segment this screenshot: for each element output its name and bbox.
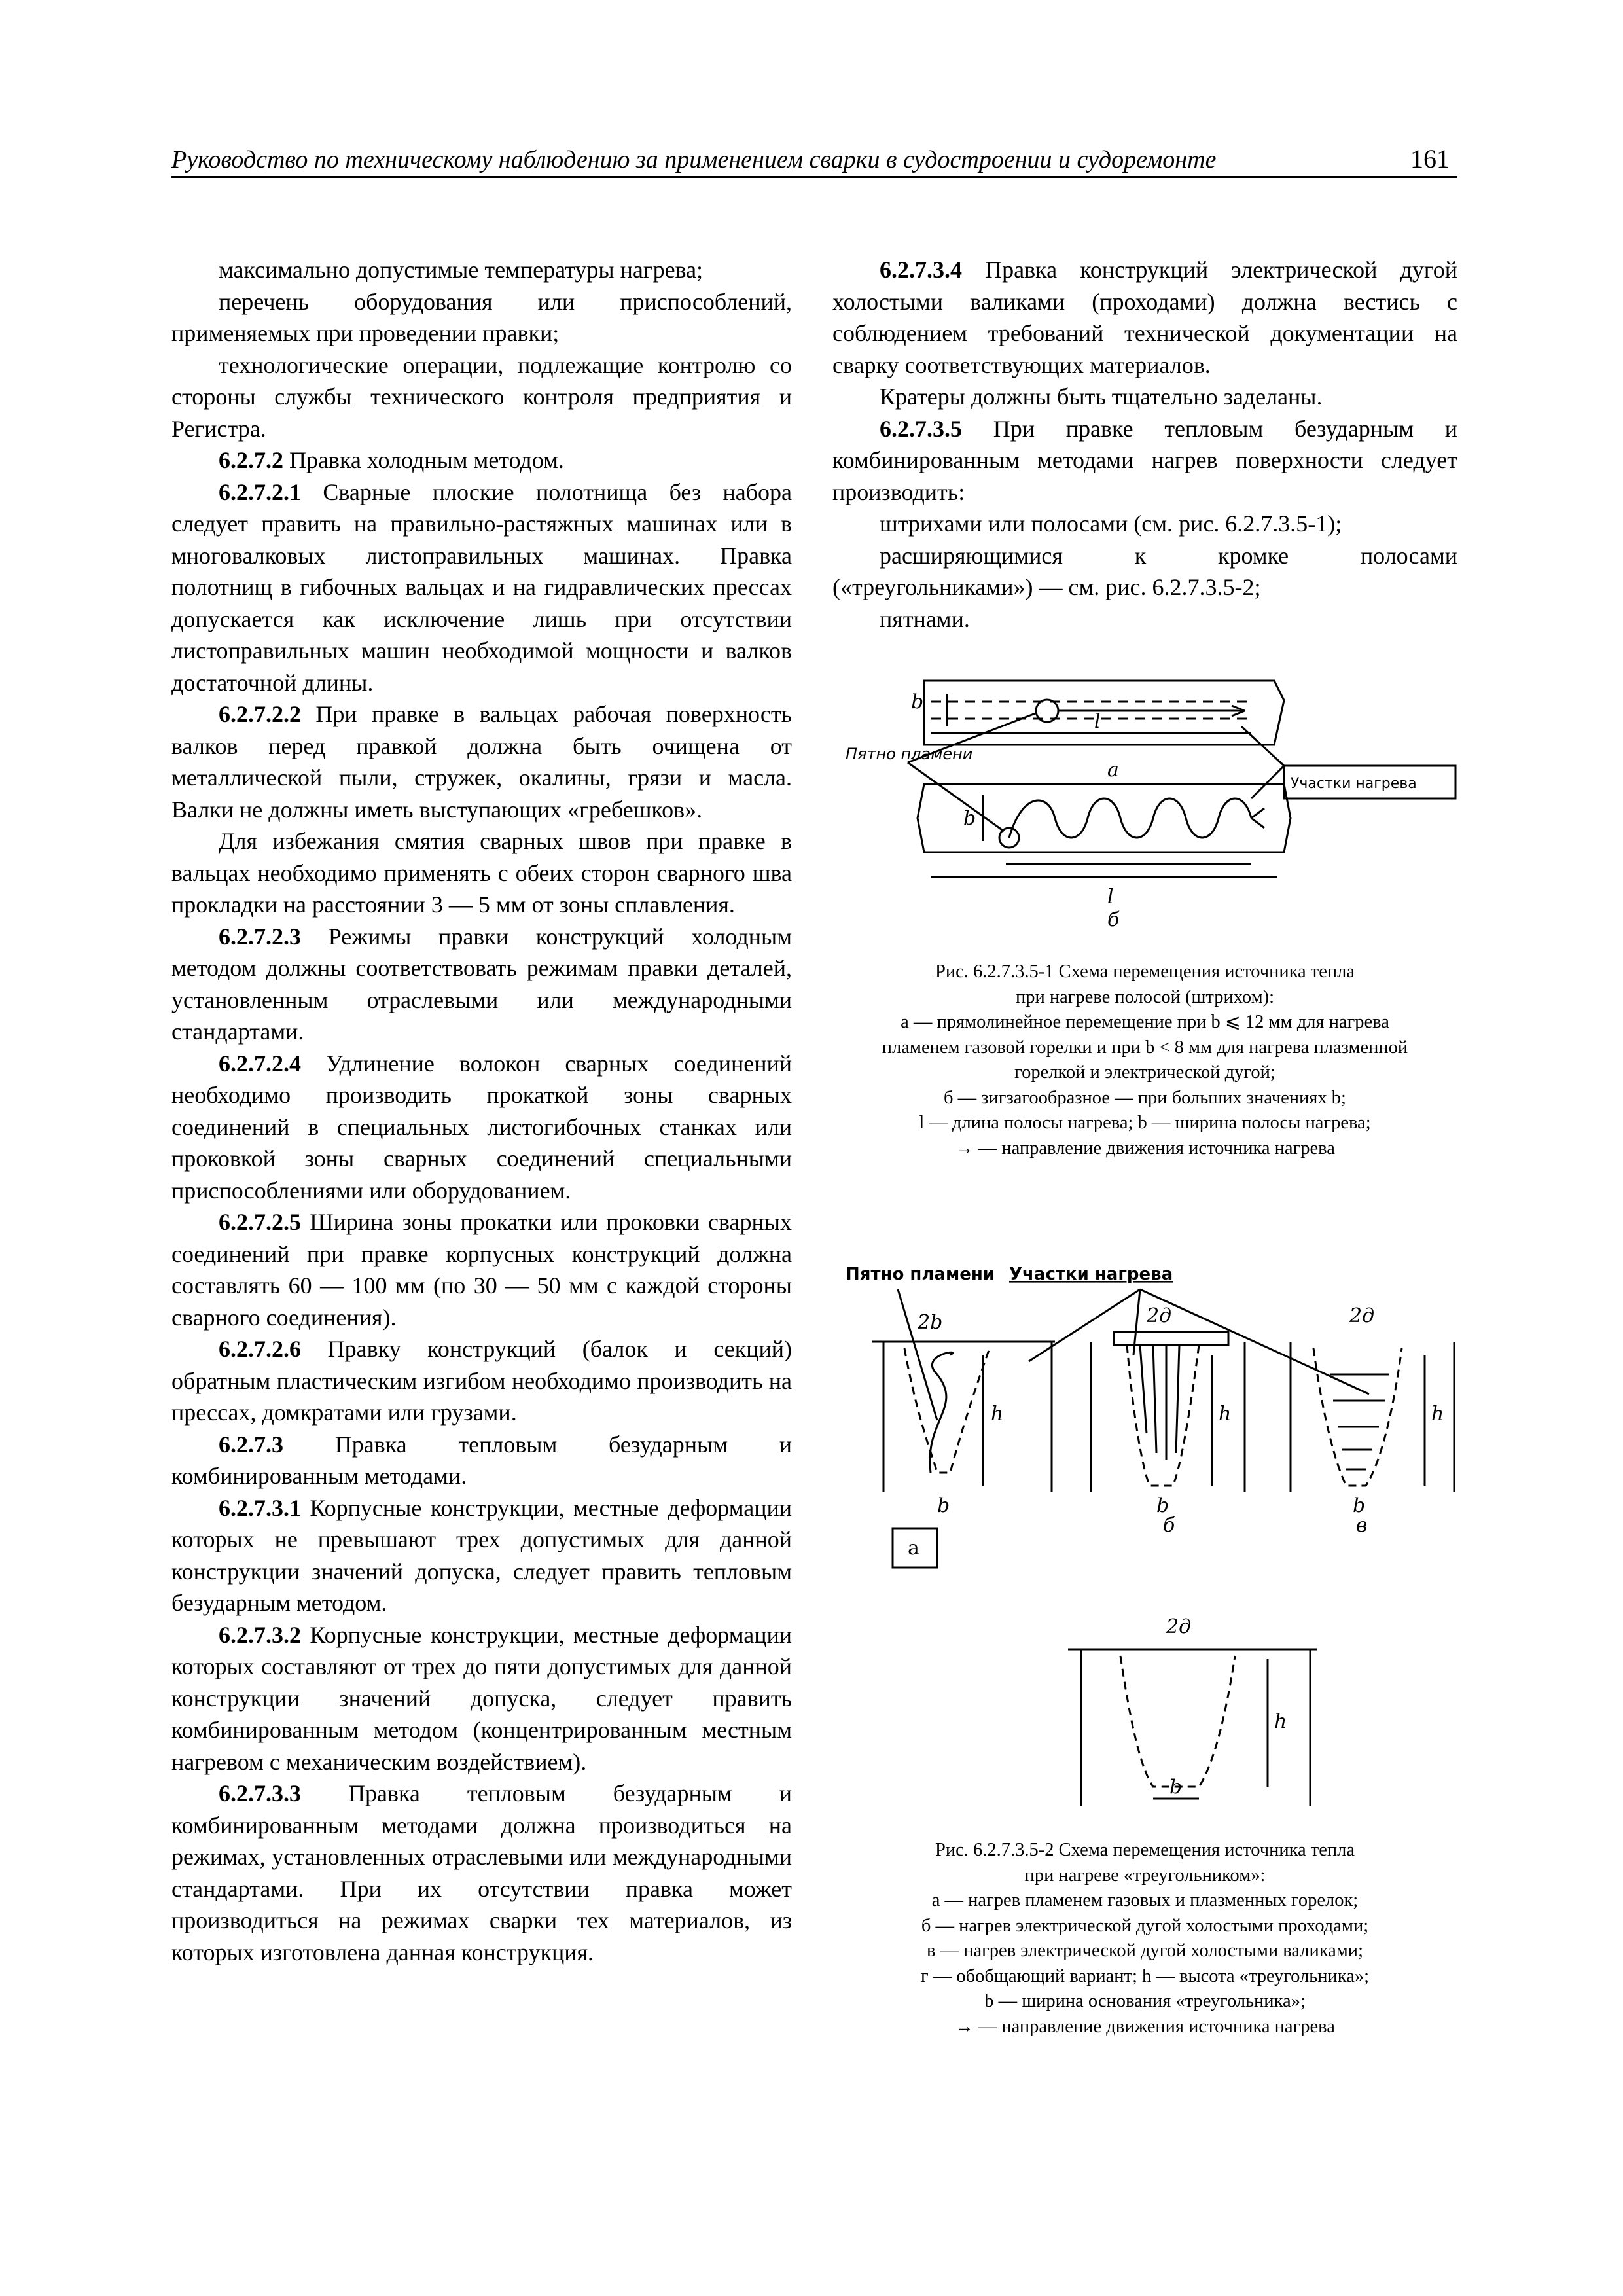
paragraph: 6.2.7.2.6 Правку конструкций (балок и секций) обратным пластическим изгибом необходимо производить на прессах, домкратами или грузами.: [171, 1336, 793, 1426]
label-h-c: h: [1431, 1403, 1444, 1426]
leader-flame: [898, 1289, 937, 1420]
paragraph: штрихами или полосами (см. рис. 6.2.7.3.5-1);: [880, 511, 1342, 537]
running-title: Руководство по техническому наблюдению за применением сварки в судостроении и судоремонте: [171, 146, 1217, 173]
paragraph: 6.2.7.2.4 Удлинение волокон сварных соединений необходимо производить прокаткой зоны сварных соединений в специальных листогибочных станках или проковкой зоны сварных соединений специальными приспособлениями или оборудованием.: [171, 1050, 792, 1204]
paragraph: 6.2.7.3.3 Правка тепловым безударным и комбинированным методами должна производиться на режимах, установленных отраслевыми или международными стандартами. При их отсутствии правка может производиться на режимах сварки тех материалов, из которых изготовлена данная конструкция.: [171, 1780, 792, 1965]
label-h-d: h: [1274, 1710, 1287, 1733]
label-b-a: b: [911, 691, 924, 713]
zigzag-path: [1009, 798, 1251, 838]
paragraph: Кратеры должны быть тщательно заделаны.: [880, 384, 1323, 410]
paragraph: технологические операции, подлежащие контролю со стороны службы технического контроля предприятия и Регистра.: [171, 351, 792, 442]
label-b-c2: b: [1353, 1494, 1366, 1517]
paragraph: 6.2.7.2.5 Ширина зоны прокатки или проковки сварных соединений при правке корпусных конструкций должна составлять 60 — 100 мм (по 30 — 50 мм с каждой стороны сварного соединения).: [171, 1209, 792, 1331]
label-2d-d: 2д: [1166, 1615, 1192, 1638]
paragraph: 6.2.7.3.4 Правка конструкций электрической дугой холостыми валиками (проходами) должна вестись с соблюдением требований технической документации на сварку соответствующих материалов.: [832, 257, 1457, 378]
figure1-caption: Рис. 6.2.7.3.5-1 Схема перемещения источника тепла при нагреве полосой (штрихом): а — прямолинейное перемещение при b ⩽ 12 мм для нагрева пламенем газовой горелки и при b < 8 мм для нагрева плазменной горелкой и электрической дугой; б — зигзагообразное — при больших значениях b; l — длина полосы нагрева; b — ширина полосы нагрева; → — направление движения источника нагрева: [882, 961, 1408, 1158]
header-rule: [171, 176, 1457, 178]
figure-strip-heating: [832, 668, 1457, 936]
leader-zone-a: [1029, 1289, 1140, 1361]
paragraph: пятнами.: [880, 605, 970, 632]
label-b-b2: b: [1156, 1494, 1169, 1517]
triangle-d: [1120, 1656, 1235, 1787]
label-b-d: b: [1169, 1776, 1183, 1799]
label-a: а: [1107, 759, 1119, 781]
paragraph: 6.2.7.3.1 Корпусные конструкции, местные деформации которых не превышают трех допустимых для данной конструкции значений допуска, следует править тепловым безударным методом.: [171, 1494, 792, 1616]
paragraph: расширяющимися к кромке полосами («треугольниками») — см. рис. 6.2.7.3.5-2;: [832, 542, 1457, 600]
paragraph: перечень оборудования или приспособлений, применяемых при проведении правки;: [171, 288, 792, 346]
label-l-b: l: [1107, 886, 1114, 908]
figure2-caption: Рис. 6.2.7.3.5-2 Схема перемещения источника тепла при нагреве «треугольником»: а — нагрев пламенем газовых и плазменных горелок; б — нагрев электрической дугой холостыми проходами; в — нагрев электрической дугой холостыми валиками; г — обобщающий вариант; h — высота «треугольника»; b — ширина основания «треугольника»; → — направление движения источника нагрева: [920, 1840, 1370, 2037]
triangle-c: [1313, 1348, 1402, 1486]
paragraph: 6.2.7.2.2 При правке в вальцах рабочая поверхность валков перед правкой должна быть очищена от металлической пыли, стружек, окалины, грязи и масла. Валки не должны иметь выступающих «гребешков».: [171, 701, 792, 823]
right-column: [832, 254, 1457, 635]
label-2d-c: 2д: [1349, 1304, 1375, 1327]
page-header: [171, 139, 1457, 178]
paragraph: максимально допустимые температуры нагрева;: [219, 257, 704, 283]
paragraph: 6.2.7.3 Правка тепловым безударным и комбинированным методами.: [171, 1431, 792, 1489]
label-l-a: l: [1094, 710, 1101, 733]
plate-a-edges: [883, 1342, 1052, 1492]
label-h-a: h: [991, 1403, 1004, 1426]
label-b-a2: b: [937, 1494, 950, 1517]
label-a-fig2: а: [908, 1537, 919, 1560]
leader-zone-c: [1140, 1289, 1369, 1394]
label-2b-a: 2b: [918, 1311, 943, 1334]
paragraph: 6.2.7.2.3 Режимы правки конструкций холодным методом должны соответствовать режимам правки деталей, установленным отраслевыми или международными стандартами.: [171, 923, 793, 1045]
paragraph: 6.2.7.3.2 Корпусные конструкции, местные деформации которых составляют от трех до пяти допустимых для данной конструкции значений допуска, следует править комбинированным методом (концентрированным местным нагревом с механическим воздействием).: [171, 1621, 792, 1775]
label-b-b: b: [963, 807, 976, 830]
label-heating-zones: Участки нагрева: [1291, 776, 1417, 792]
label-flame-spot: Пятно пламени: [846, 745, 973, 763]
label-2d-b: 2д: [1147, 1304, 1172, 1327]
label-v: б: [1107, 908, 1120, 931]
label-v-fig2: б: [1163, 1514, 1175, 1537]
paragraph: 6.2.7.2 Правка холодным методом.: [219, 447, 564, 473]
label-c-fig2: в: [1356, 1514, 1368, 1537]
triangle-a: [904, 1348, 990, 1473]
triangle-b: [1127, 1345, 1199, 1486]
label-heating-zones-2: Участки нагрева: [1009, 1265, 1173, 1284]
flame-spot-a: [1036, 700, 1058, 722]
wavy-path-a: [930, 1352, 953, 1473]
figure-triangle-heating: [832, 1224, 1457, 1806]
leader-zone-b: [1251, 766, 1284, 798]
paragraph: Для избежания смятия сварных швов при правке в вальцах необходимо применять с обеих сторон сварного шва прокладки на расстоянии 3 — 5 мм от зоны сплавления.: [171, 828, 792, 918]
left-column: [171, 254, 792, 1968]
paragraph: 6.2.7.2.1 Сварные плоские полотнища без набора следует править на правильно-растяжных машинах или в многовалковых листоправильных машинах. Правка полотнищ в гибочных вальцах и на гидравлических прессах допускается как исключение лишь при отсутствии листоправильных машин необходимой мощности и валков достаточной длины.: [171, 478, 792, 696]
page-number: 161: [1410, 144, 1450, 173]
label-flame-spot-2: Пятно пламени: [846, 1265, 995, 1284]
paragraph: 6.2.7.3.5 При правке тепловым безударным и комбинированным методами нагрев поверхности следует производить:: [832, 415, 1457, 505]
label-h-b: h: [1219, 1403, 1232, 1426]
